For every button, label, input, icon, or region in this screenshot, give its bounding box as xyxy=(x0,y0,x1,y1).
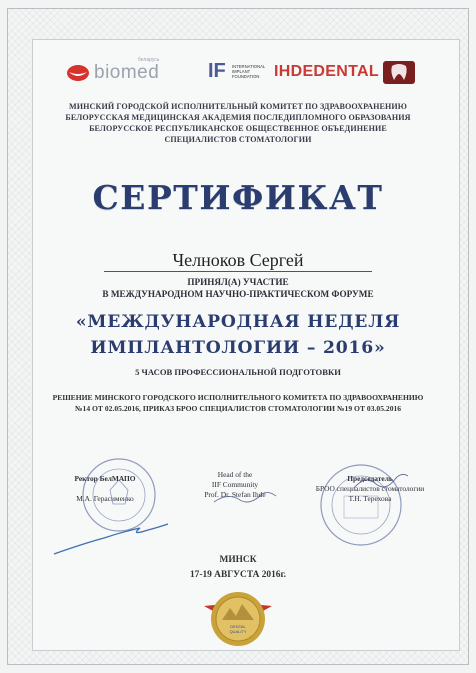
signatory-name: Т.Н. Терехова xyxy=(348,494,392,503)
biomed-tagline: беларусь xyxy=(138,57,160,63)
iif-logo xyxy=(208,60,266,83)
header-line: БЕЛОРУССКАЯ МЕДИЦИНСКАЯ АКАДЕМИЯ ПОСЛЕДИПЛОМНОГО ОБРАЗОВАНИЯ xyxy=(65,113,411,122)
certificate-title: СЕРТИФИКАТ xyxy=(92,178,384,217)
recipient-name: Челноков Сергей xyxy=(172,250,304,270)
seal-text-quality: QUALITY xyxy=(229,629,247,634)
participation-line: В МЕЖДУНАРОДНОМ НАУЧНО-ПРАКТИЧЕСКОМ ФОРУМЕ xyxy=(102,289,374,299)
header-line: БЕЛОРУССКОЕ РЕСПУБЛИКАНСКОЕ ОБЩЕСТВЕННОЕ ОБЪЕДИНЕНИЕ xyxy=(89,124,387,133)
event-title-line: «МЕЖДУНАРОДНАЯ НЕДЕЛЯ xyxy=(75,312,401,332)
participation-block xyxy=(40,276,436,300)
logos-row xyxy=(60,58,420,86)
signatory-name: М.А. Герасименко xyxy=(76,494,134,503)
iif-foundation-text: INTERNATIONAL IMPLANT FOUNDATION xyxy=(232,64,266,79)
signature-broo xyxy=(350,470,410,494)
decision-line: №14 ОТ 02.05.2016, ПРИКАЗ БРОО СПЕЦИАЛИСТОВ СТОМАТОЛОГИИ №19 ОТ 03.05.2016 xyxy=(74,404,402,413)
training-hours: 5 ЧАСОВ ПРОФЕССИОНАЛЬНОЙ ПОДГОТОВКИ xyxy=(135,367,341,377)
event-title xyxy=(40,309,436,361)
issue-place-date xyxy=(40,553,436,583)
decision-line: РЕШЕНИЕ МИНСКОГО ГОРОДСКОГО ИСПОЛНИТЕЛЬНОГО КОМИТЕТА ПО ЗДРАВООХРАНЕНИЮ xyxy=(52,393,424,402)
event-dates: 17-19 АВГУСТА 2016г. xyxy=(189,570,287,580)
mouth-logo-icon xyxy=(66,58,90,86)
city: МИНСК xyxy=(219,555,257,565)
name-underline xyxy=(104,271,372,272)
signatory-role: Ректор БелМАПО xyxy=(74,474,136,483)
participation-line: ПРИНЯЛ(А) УЧАСТИЕ xyxy=(187,277,289,287)
signatory-role: Head of the xyxy=(217,470,253,479)
signatory-role: БРОО специалистов стоматологии xyxy=(315,484,425,493)
header-line: СПЕЦИАЛИСТОВ СТОМАТОЛОГИИ xyxy=(164,135,312,144)
signature-ihde xyxy=(210,488,280,508)
biomed-wordmark: biomed xyxy=(94,62,160,83)
seal-text-dental: DENTAL xyxy=(230,624,246,629)
decision-block xyxy=(40,392,436,414)
signatory-role: Председатель xyxy=(347,474,393,483)
tooth-logo-icon xyxy=(382,58,416,86)
ihde-dental-wordmark: IHDEDENTAL xyxy=(274,63,379,80)
event-title-line: ИМПЛАНТОЛОГИИ – 2016» xyxy=(90,338,386,358)
signatory-role: IIF Community xyxy=(211,480,259,489)
iif-mark: IF xyxy=(208,60,226,82)
biomed-logo xyxy=(94,57,160,84)
ihde-dental-logo xyxy=(274,63,379,81)
gold-seal-icon xyxy=(200,586,276,652)
header-line: МИНСКИЙ ГОРОДСКОЙ ИСПОЛНИТЕЛЬНЫЙ КОМИТЕТ ПО ЗДРАВООХРАНЕНИЮ xyxy=(69,102,407,111)
header-block xyxy=(40,101,436,145)
signatory-name: Prof. Dr. Stefan Ihde xyxy=(204,490,266,499)
